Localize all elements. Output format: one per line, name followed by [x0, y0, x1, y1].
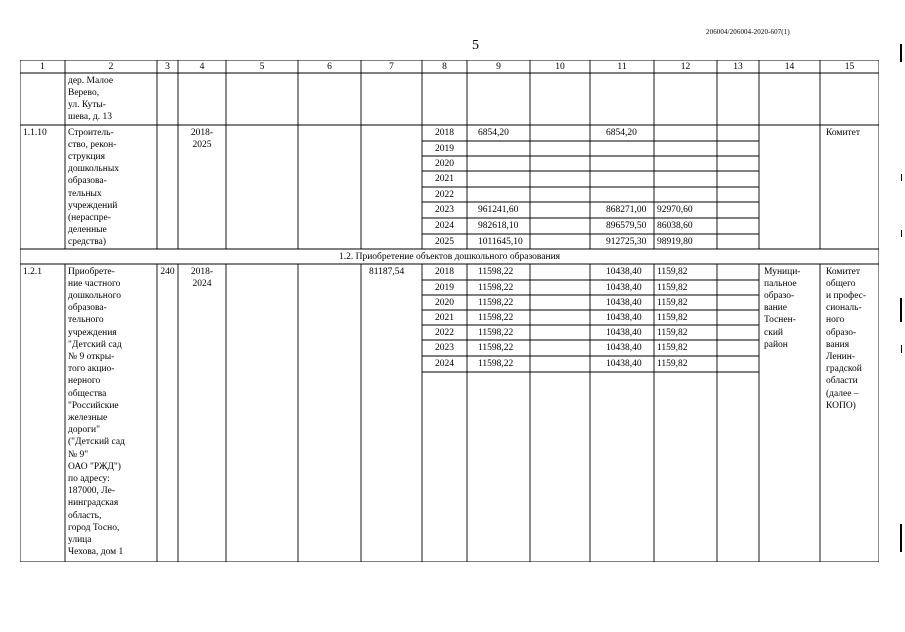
total-cell: 961241,60 — [478, 204, 519, 215]
column-header-1: 1 — [40, 62, 45, 72]
object-name-line: нерного — [68, 376, 101, 387]
column-header-13: 13 — [733, 62, 743, 72]
municipal-budget-cell: 1159,82 — [657, 283, 688, 293]
object-name-line: тельного — [68, 315, 104, 326]
executor-line: сиональ- — [826, 303, 862, 314]
year-cell: 2019 — [435, 283, 454, 293]
municipal-budget-cell: 1159,82 — [657, 328, 688, 338]
total-cell: 11598,22 — [478, 328, 514, 338]
row-code: 1.2.1 — [23, 266, 42, 277]
period-line: 2018- — [190, 266, 214, 277]
program-table — [20, 60, 879, 562]
regional-budget-cell: 912725,30 — [606, 236, 647, 247]
total-cell: 11598,22 — [478, 267, 514, 277]
municipality-line: район — [764, 339, 788, 350]
regional-budget-cell: 10438,40 — [606, 298, 642, 308]
object-name-line: дороги" — [68, 425, 100, 436]
total-cell: 11598,22 — [478, 359, 514, 369]
executor-line: Комитет — [826, 266, 861, 277]
object-name-line: "Детский сад — [68, 339, 122, 350]
municipal-budget-cell: 1159,82 — [657, 313, 688, 323]
column-header-8: 8 — [442, 62, 447, 72]
municipality-line: Тоснен- — [764, 315, 796, 326]
total-cell: 11598,22 — [478, 298, 514, 308]
municipal-budget-cell: 1159,82 — [657, 359, 688, 369]
year-cell: 2018 — [435, 127, 454, 138]
municipality-line: образо- — [764, 290, 795, 301]
executor-line: образо- — [826, 327, 857, 338]
object-name-line: железные — [68, 412, 108, 423]
executor-line: ного — [826, 315, 845, 326]
object-name-line: Строитель- — [68, 127, 114, 138]
object-name-line: Приобрете- — [68, 266, 115, 277]
scan-edge — [900, 524, 902, 552]
regional-budget-cell: 10438,40 — [606, 359, 642, 369]
document-id: 206004/206004-2020-607(1) — [706, 28, 790, 36]
municipality-line: ский — [764, 327, 783, 338]
total-cell: 11598,22 — [478, 283, 514, 293]
year-cell: 2022 — [435, 189, 454, 200]
column-header-14: 14 — [784, 62, 795, 72]
scan-edge — [901, 230, 902, 237]
column-header-5: 5 — [259, 62, 265, 72]
total-cell: 1011645,10 — [478, 236, 523, 247]
object-name-line: общества — [68, 388, 107, 399]
object-name-line: образова- — [68, 303, 107, 314]
column-7-value: 81187,54 — [369, 266, 405, 277]
object-name-line: ул. Куты- — [68, 99, 106, 110]
period-line: 2024 — [192, 278, 212, 289]
executor-line: (далее – — [826, 388, 859, 399]
regional-budget-cell: 10438,40 — [606, 343, 642, 353]
scan-edge — [901, 174, 902, 181]
municipal-budget-cell: 1159,82 — [657, 343, 688, 353]
section-title: 1.2. Приобретение объектов дошкольного образования — [338, 251, 561, 262]
scan-edge — [900, 44, 902, 62]
column-header-7: 7 — [389, 62, 394, 72]
object-name-line: дошкольного — [68, 290, 121, 301]
period-line: 2025 — [192, 139, 212, 150]
object-name-line: "Российские — [68, 400, 119, 411]
object-name-line: учреждений — [68, 200, 118, 211]
object-name-line: шева, д. 13 — [68, 112, 112, 123]
object-name-line: нинградская — [68, 498, 119, 509]
object-name-line: Чехова, дом 1 — [68, 547, 124, 558]
year-cell: 2023 — [435, 343, 454, 353]
year-cell: 2018 — [435, 267, 454, 277]
period-line: 2018- — [190, 127, 214, 138]
object-name-line: дошкольных — [68, 164, 119, 175]
municipality-line: Муници- — [764, 266, 801, 277]
object-name-line: образова- — [68, 176, 107, 187]
year-cell: 2021 — [435, 313, 454, 323]
year-cell: 2021 — [435, 173, 454, 184]
column-header-2: 2 — [108, 62, 114, 72]
executor-line: КОПО) — [826, 400, 856, 411]
object-name-line: город Тосно, — [68, 522, 120, 533]
regional-budget-cell: 868271,00 — [606, 204, 647, 215]
object-name-line: № 9 откры- — [68, 351, 115, 362]
object-name-line: ние частного — [68, 278, 121, 289]
column-header-15: 15 — [844, 62, 855, 72]
regional-budget-cell: 10438,40 — [606, 313, 642, 323]
municipal-budget-cell: 92970,60 — [657, 204, 693, 215]
column-header-11: 11 — [617, 62, 627, 72]
year-cell: 2024 — [435, 359, 454, 369]
executor-line: общего — [826, 278, 856, 289]
total-cell: 6854,20 — [478, 127, 509, 138]
object-name-line: улица — [68, 534, 92, 545]
regional-budget-cell: 6854,20 — [606, 127, 637, 138]
municipality-line: пальное — [764, 278, 797, 289]
object-name-line: 187000, Ле- — [68, 486, 116, 497]
executor-line: области — [826, 376, 858, 387]
municipal-budget-cell: 1159,82 — [657, 298, 688, 308]
column-header-10: 10 — [555, 62, 565, 72]
regional-budget-cell: 10438,40 — [606, 267, 642, 277]
object-name-line: деленные — [68, 225, 107, 236]
total-cell: 11598,22 — [478, 343, 514, 353]
scan-edge — [900, 298, 902, 322]
municipal-budget-cell: 86038,60 — [657, 220, 693, 231]
regional-budget-cell: 10438,40 — [606, 283, 642, 293]
year-cell: 2024 — [435, 220, 454, 231]
object-name-line: область, — [68, 510, 102, 521]
object-name-line: ство, рекон- — [68, 139, 117, 150]
executor-line: градской — [826, 364, 862, 375]
year-cell: 2023 — [435, 204, 454, 215]
column-header-9: 9 — [496, 62, 501, 72]
executor-line: и профес- — [826, 290, 867, 301]
object-name-line: струкция — [68, 151, 106, 162]
year-cell: 2019 — [435, 143, 454, 154]
municipality-line: вание — [764, 303, 787, 314]
object-name-line: по адресу: — [68, 473, 110, 484]
object-name-line: № 9" — [68, 449, 89, 460]
regional-budget-cell: 896579,50 — [606, 220, 647, 231]
object-name-line: (нераспре- — [68, 212, 111, 223]
object-name-line: Верево, — [68, 87, 100, 98]
regional-budget-cell: 10438,40 — [606, 328, 642, 338]
municipal-budget-cell: 98919,80 — [657, 236, 693, 247]
row-code: 1.1.10 — [23, 127, 47, 138]
object-name-line: тельных — [68, 188, 102, 199]
page-number: 5 — [472, 38, 479, 53]
object-name-line: средства) — [68, 237, 106, 248]
object-name-line: учреждения — [68, 327, 117, 338]
object-name-line: ("Детский сад — [68, 437, 125, 448]
object-name-line: того акцио- — [68, 364, 115, 375]
year-cell: 2025 — [435, 236, 454, 247]
year-cell: 2020 — [435, 158, 454, 169]
executor: Комитет — [826, 127, 861, 138]
year-cell: 2022 — [435, 328, 454, 338]
total-cell: 11598,22 — [478, 313, 514, 323]
column-header-6: 6 — [327, 62, 332, 72]
total-cell: 982618,10 — [478, 220, 519, 231]
object-name-line: дер. Малое — [68, 75, 114, 86]
year-cell: 2020 — [435, 298, 454, 308]
scan-edge — [901, 345, 902, 353]
column-header-3: 3 — [165, 62, 170, 72]
object-name-line: ОАО "РЖД") — [68, 461, 121, 472]
column-header-12: 12 — [680, 62, 691, 72]
municipal-budget-cell: 1159,82 — [657, 267, 688, 277]
executor-line: Ленин- — [826, 351, 856, 362]
capacity-cell: 240 — [160, 266, 175, 277]
column-header-4: 4 — [199, 62, 205, 72]
executor-line: вания — [826, 339, 850, 350]
